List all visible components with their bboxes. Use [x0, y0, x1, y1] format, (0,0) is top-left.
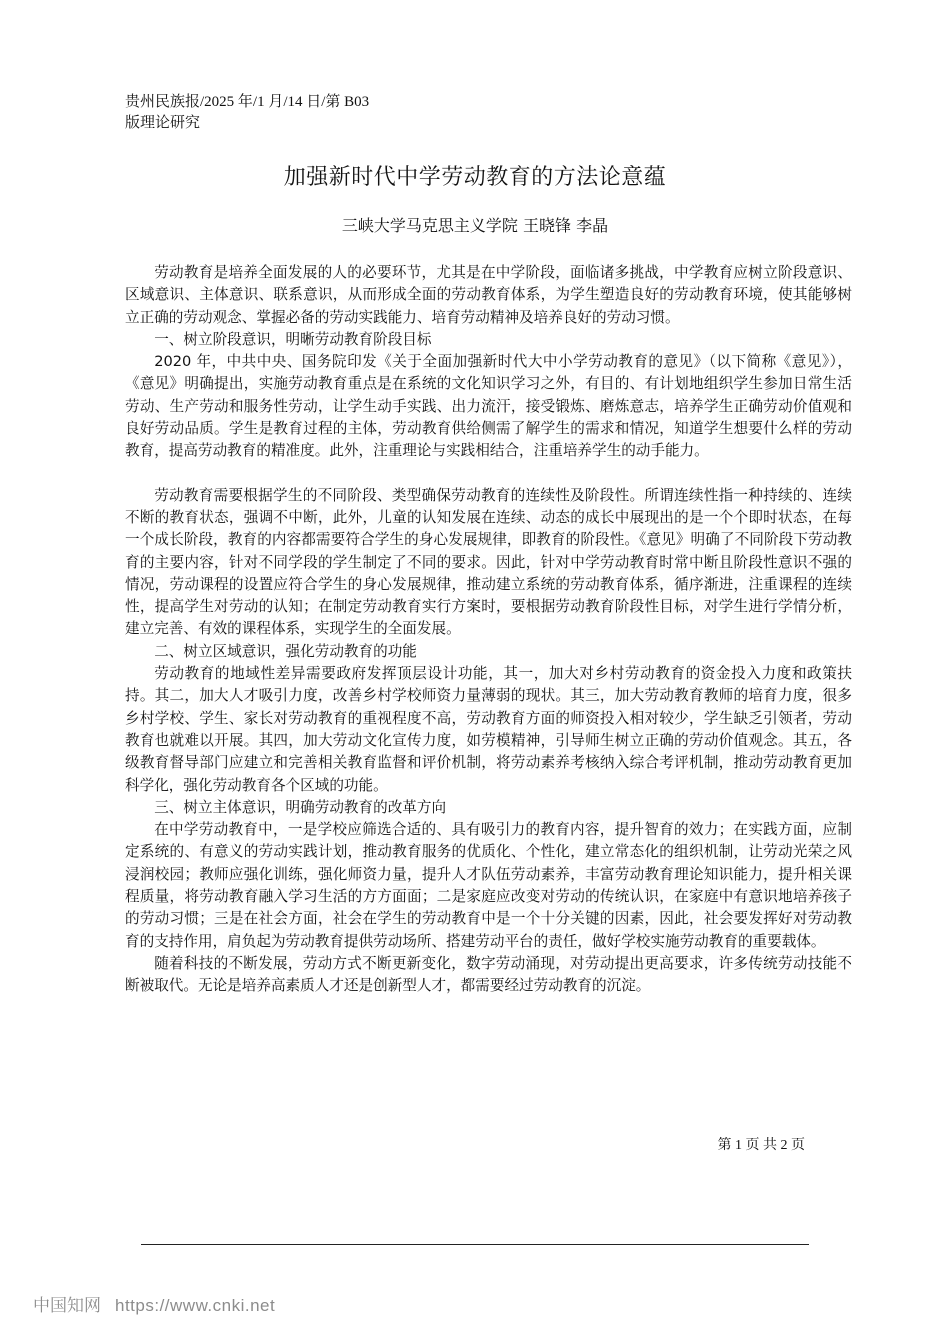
- paragraph: 劳动教育需要根据学生的不同阶段、类型确保劳动教育的连续性及阶段性。所谓连续性指一种持续的、连续不断的教育状态，强调不中断，此外，儿童的认知发展在连续、动态的成长中展现出的是一个个即时状态，在每一个成长阶段，教育的内容都需要符合学生的身心发展规律，即教育的阶段性。《意见》明确了不同阶段下劳动教育的主要内容，针对不同学段的学生制定了不同的要求。因此，针对中学劳动教育时常中断且阶段性意识不强的情况，劳动课程的设置应符合学生的身心发展规律，推动建立系统的劳动教育体系，循序渐进，注重课程的连续性，提高学生对劳动的认知；在制定劳动教育实行方案时，要根据劳动教育阶段性目标，对学生进行学情分析，建立完善、有效的课程体系，实现学生的全面发展。: [125, 486, 852, 638]
- article-title: 加强新时代中学劳动教育的方法论意蕴: [283, 165, 667, 190]
- section-heading-1: 一、树立阶段意识，明晰劳动教育阶段目标: [154, 330, 432, 348]
- paragraph: 2020 年，中共中央、国务院印发《关于全面加强新时代大中小学劳动教育的意见》（以下简称《意见》），《意见》明确提出，实施劳动教育重点是在系统的文化知识学习之外，有目的、有计划地组织学生参加日常生活劳动、生产劳动和服务性劳动，让学生动手实践、出力流汗，接受锻炼、磨炼意志，培养学生正确劳动价值观和良好劳动品质。学生是教育过程的主体，劳动教育供给侧需了解学生的需求和情况，知道学生想要什么样的劳动教育，提高劳动教育的精准度。此外，注重理论与实践相结合，注重培养学生的动手能力。: [125, 353, 852, 460]
- watermark-url[interactable]: https://www.cnki.net: [115, 1296, 276, 1315]
- paragraph-intro: 劳动教育是培养全面发展的人的必要环节，尤其是在中学阶段，面临诸多挑战，中学教育应树立阶段意识、区域意识、主体意识、联系意识，从而形成全面的劳动教育体系，为学生塑造良好的劳动教育环境，使其能够树立正确的劳动观念、掌握必备的劳动实践能力、培育劳动精神及培养良好的劳动习惯。: [125, 264, 852, 326]
- source-citation: [125, 92, 425, 134]
- section-heading-2: 二、树立区域意识，强化劳动教育的功能: [154, 642, 417, 660]
- page-indicator: 第 1 页 共 2 页: [717, 1138, 805, 1153]
- source-line-1: 贵州民族报/2025 年/1 月/14 日/第 B03: [125, 94, 370, 110]
- article-author: 三峡大学马克思主义学院 王晓锋 李晶: [341, 216, 609, 235]
- watermark: [33, 1294, 275, 1318]
- paragraph: 在中学劳动教育中，一是学校应筛选合适的、具有吸引力的教育内容，提升智育的效力；在实践方面，应制定系统的、有意义的劳动实践计划，推动教育服务的优质化、个性化，建立常态化的组织机制，让劳动光荣之风浸润校园；教师应强化训练，强化师资力量，提升人才队伍劳动素养，丰富劳动教育理论知识能力，提升相关课程质量，将劳动教育融入学习生活的方方面面；二是家庭应改变对劳动的传统认识，在家庭中有意识地培养孩子的劳动习惯；三是在社会方面，社会在学生的劳动教育中是一个十分关键的因素，因此，社会要发挥好对劳动教育的支持作用，肩负起为劳动教育提供劳动场所、搭建劳动平台的责任，做好学校实施劳动教育的重要载体。: [125, 821, 852, 950]
- watermark-brand: 中国知网: [33, 1296, 101, 1316]
- section-heading-3: 三、树立主体意识，明确劳动教育的改革方向: [154, 798, 447, 816]
- paragraph: 随着科技的不断发展，劳动方式不断更新变化，数字劳动涌现，对劳动提出更高要求，许多传统劳动技能不断被取代。无论是培养高素质人才还是创新型人才，都需要经过劳动教育的沉淀。: [125, 954, 852, 995]
- article-body: [125, 262, 852, 998]
- source-line-2: 版理论研究: [125, 115, 201, 131]
- footer-divider: [141, 1244, 809, 1245]
- paragraph: 劳动教育的地域性差异需要政府发挥顶层设计功能，其一，加大对乡村劳动教育的资金投入力度和政策扶持。其二，加大人才吸引力度，改善乡村学校师资力量薄弱的现状。其三，加大劳动教育教师的培育力度，很多乡村学校、学生、家长对劳动教育的重视程度不高，劳动教育方面的师资投入相对较少，学生缺乏引领者，劳动教育也就难以开展。其四，加大劳动文化宣传力度，如劳模精神，引导师生树立正确的劳动价值观念。其五，各级教育督导部门应建立和完善相关教育监督和评价机制，将劳动素养考核纳入综合考评机制，推动劳动教育更加科学化，强化劳动教育各个区域的功能。: [125, 665, 852, 794]
